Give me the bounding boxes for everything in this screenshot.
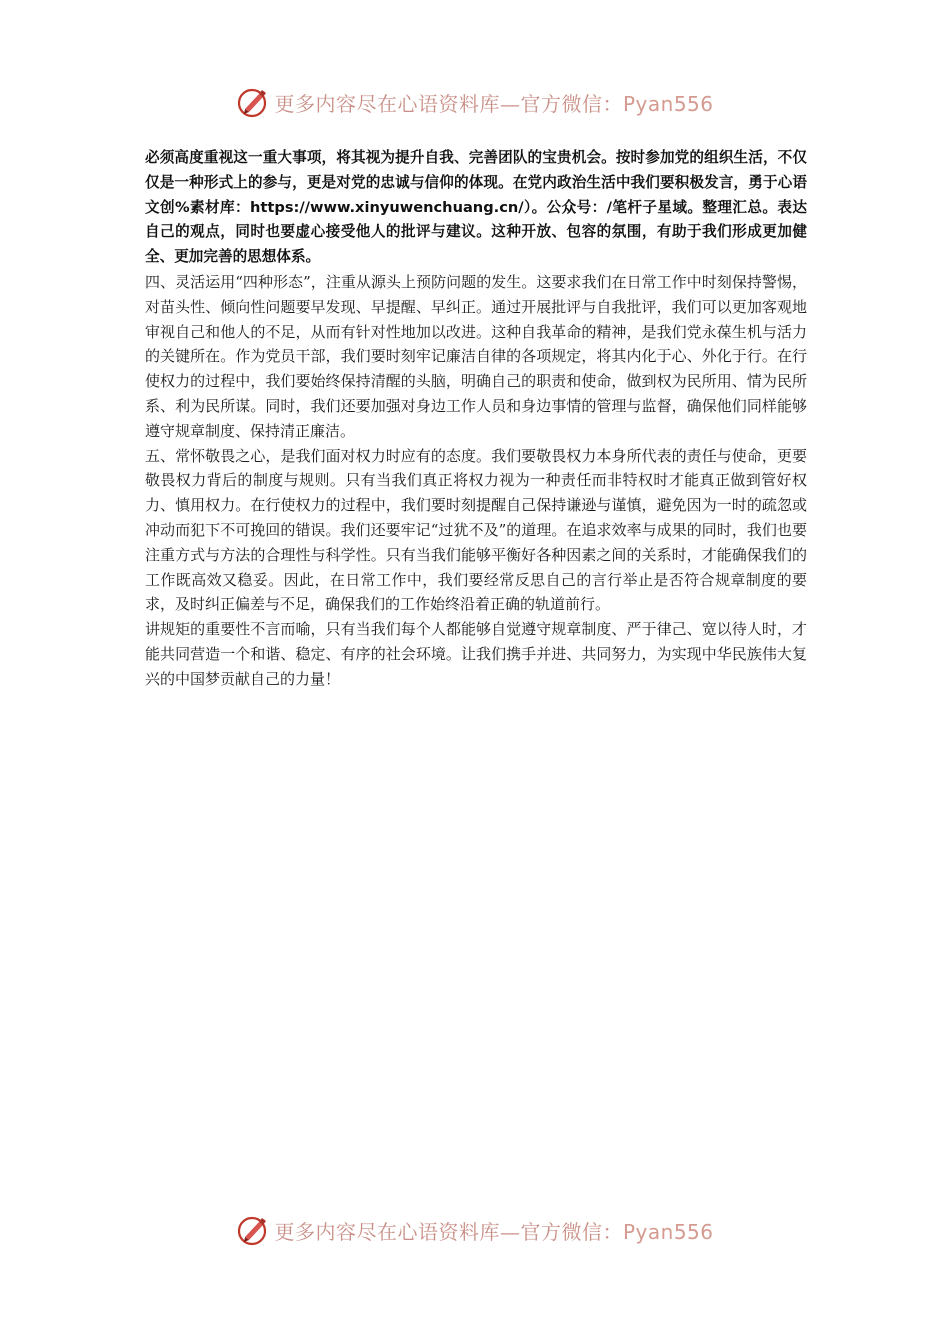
paragraph-3: 五、常怀敬畏之心，是我们面对权力时应有的态度。我们要敬畏权力本身所代表的责任与使命，更要敬畏权力背后的制度与规则。只有当我们真正将权力视为一种责任而非特权时才能真正做到管好权力、慎用权力。在行使权力的过程中，我们要时刻提醒自己保持谦逊与谨慎，避免因为一时的疏忽或冲动而犯下不可挽回的错误。我们还要牢记“过犹不及”的道理。在追求效率与成果的同时，我们也要注重方式与方法的合理性与科学性。只有当我们能够平衡好各种因素之间的关系时，才能确保我们的工作既高效又稳妥。因此，在日常工作中，我们要经常反思自己的言行举止是否符合规章制度的要求，及时纠正偏差与不足，确保我们的工作始终沿着正确的轨道前行。 bbox=[145, 446, 807, 614]
pen-logo-icon bbox=[236, 85, 270, 119]
watermark-label: 更多内容尽在心语资料库—官方微信： bbox=[274, 1219, 623, 1244]
watermark-text bbox=[274, 88, 713, 117]
watermark-text bbox=[274, 1216, 713, 1245]
paragraph-2: 四、灵活运用“四种形态”，注重从源头上预防问题的发生。这要求我们在日常工作中时刻保持警惕，对苗头性、倾向性问题要早发现、早提醒、早纠正。通过开展批评与自我批评，我们可以更加客观地审视自己和他人的不足，从而有针对性地加以改进。这种自我革命的精神，是我们党永葆生机与活力的关键所在。作为党员干部，我们要时刻牢记廉洁自律的各项规定，将其内化于心、外化于行。在行使权力的过程中，我们要始终保持清醒的头脑，明确自己的职责和使命，做到权为民所用、情为民所系、利为民所谋。同时，我们还要加强对身边工作人员和身边事情的管理与监督，确保他们同样能够遵守规章制度、保持清正廉洁。 bbox=[145, 272, 807, 440]
header-watermark bbox=[0, 82, 950, 122]
watermark-label: 更多内容尽在心语资料库—官方微信： bbox=[274, 91, 623, 116]
watermark-handle: Pyan556 bbox=[622, 91, 714, 116]
paragraph-4: 讲规矩的重要性不言而喻，只有当我们每个人都能够自觉遵守规章制度、严于律己、宽以待人时，才能共同营造一个和谐、稳定、有序的社会环境。让我们携手并进、共同努力，为实现中华民族伟大复兴的中国梦贡献自己的力量！ bbox=[145, 620, 807, 688]
document-body bbox=[145, 146, 807, 692]
paragraph-1: 必须高度重视这一重大事项，将其视为提升自我、完善团队的宝贵机会。按时参加党的组织生活，不仅仅是一种形式上的参与，更是对党的忠诚与信仰的体现。在党内政治生活中我们要积极发言，勇于心语文创%素材库：https://www.xinyuwenchuang.cn/）。公众号：/笔杆子星域。整理汇总。表达自己的观点，同时也要虚心接受他人的批评与建议。这种开放、包容的氛围，有助于我们形成更加健全、更加完善的思想体系。 bbox=[145, 149, 807, 266]
pen-logo-icon bbox=[236, 1213, 270, 1247]
footer-watermark bbox=[0, 1210, 950, 1250]
watermark-handle: Pyan556 bbox=[622, 1219, 714, 1244]
